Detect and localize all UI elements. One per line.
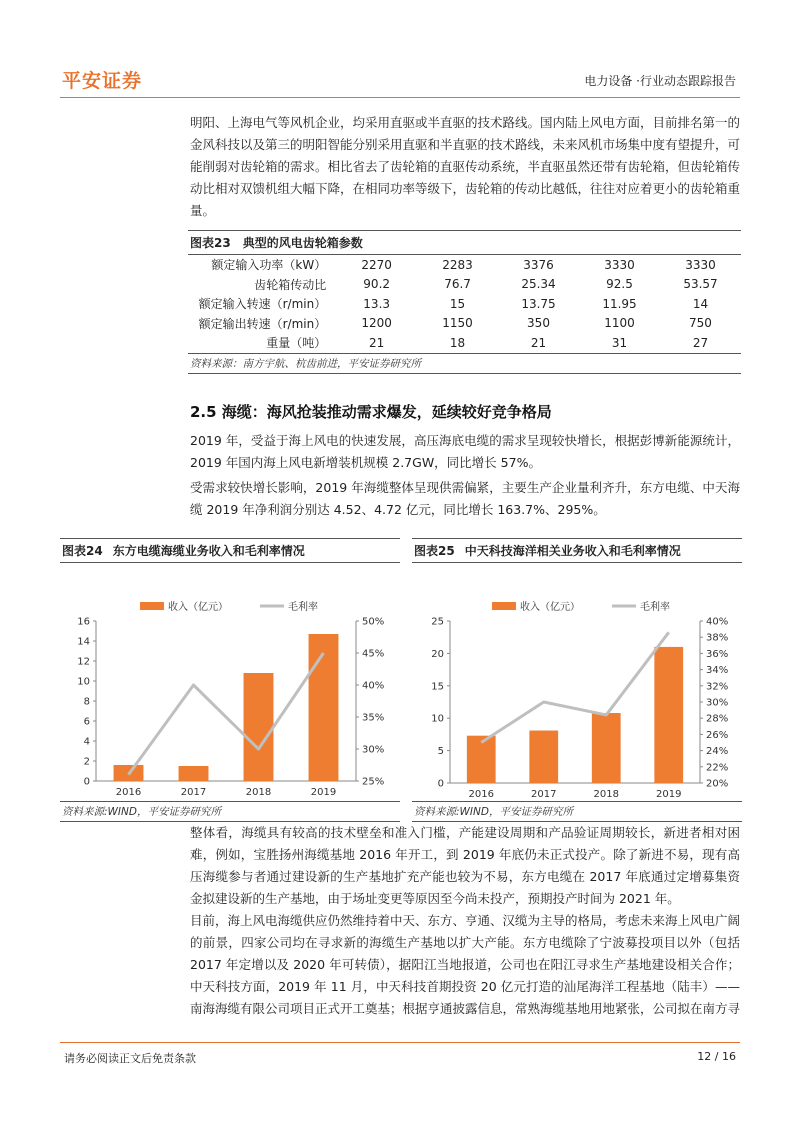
row-label: 重量（吨） [266, 336, 327, 351]
table-cell: 18 [449, 335, 466, 350]
row-label: 额定输入转速（r/min） [198, 297, 327, 312]
y-tick-label: 25 [431, 616, 444, 628]
table-cell: 14 [692, 296, 709, 311]
header-divider [60, 97, 740, 98]
y-tick-label: 0 [83, 776, 90, 788]
table-row [188, 294, 741, 314]
bar-revenue-2017 [179, 766, 209, 781]
y2-tick-label: 22% [706, 762, 729, 774]
y2-tick-label: 38% [706, 632, 729, 644]
table-cell: 3330 [604, 257, 635, 272]
legend-label-margin: 毛利率 [640, 602, 670, 613]
table-cell: 3330 [685, 257, 716, 272]
paragraph-4: 整体看，海缆具有较高的技术壁垒和准入门槛，产能建设周期和产品验证周期较长，新进者相对困难，例如，宝胜扬州海缆基地 2016 年开工，到 2019 年底仍未正式投产。除了新进不易，现有高压海缆参与者通过建设新的生产基地扩充产能也较为不易，东方电缆在 2017 年底通过定增募集资金拟建设新的生产基地，由于场址变更等原因至今尚未投产，预期投产时间为 2021 年。 [190, 825, 740, 906]
bar-revenue-2017 [529, 731, 558, 783]
y2-tick-label: 26% [706, 729, 729, 741]
chart-caption [412, 538, 742, 563]
row-label: 额定输出转速（r/min） [198, 316, 327, 331]
y2-tick-label: 35% [362, 712, 385, 724]
y2-tick-label: 40% [362, 680, 385, 692]
table-cell: 92.5 [606, 277, 633, 292]
y2-tick-label: 24% [706, 746, 729, 758]
y-tick-label: 6 [83, 716, 90, 728]
y2-tick-label: 20% [706, 778, 729, 790]
y2-tick-label: 50% [362, 616, 385, 628]
y2-tick-label: 30% [362, 744, 385, 756]
table-cell: 90.2 [363, 277, 391, 292]
table-cell: 76.7 [444, 277, 471, 292]
y-tick-label: 10 [77, 676, 90, 688]
paragraph-1: 明阳、上海电气等风机企业，均采用直驱或半直驱的技术路线。国内陆上风电方面，目前排名第一的金风科技以及第三的明阳智能分别采用直驱和半直驱的技术路线，未来风机市场集中度有望提升，可能削弱对齿轮箱的需求。相比省去了齿轮箱的直驱传动系统，半直驱虽然还带有齿轮箱，但齿轮箱传动比相对双馈机组大幅下降，在相同功率等级下，齿轮箱的传动比越低，往往对应着更小的齿轮箱重量。 [190, 115, 741, 218]
y-tick-label: 2 [83, 756, 90, 768]
table-row [188, 333, 741, 353]
table-caption [188, 230, 741, 255]
y-tick-label: 0 [437, 778, 444, 790]
bar-revenue-2019 [654, 647, 683, 783]
bar-revenue-2019 [309, 634, 339, 781]
series-line-margin [129, 653, 324, 775]
chart-25 [412, 538, 742, 822]
x-tick-label: 2019 [656, 789, 682, 800]
table-cell: 2283 [442, 257, 473, 272]
x-tick-label: 2017 [180, 787, 207, 798]
bar-revenue-2018 [244, 673, 274, 781]
y2-tick-label: 30% [706, 697, 729, 709]
chart-24 [60, 538, 400, 822]
company-logo: 平安证券 [62, 70, 143, 92]
table-row [188, 314, 741, 334]
page-number: 12 / 16 [697, 1050, 736, 1063]
y-tick-label: 14 [77, 636, 90, 648]
series-line-margin [481, 632, 669, 742]
table-cell: 13.75 [521, 296, 556, 311]
x-tick-label: 2019 [310, 787, 337, 798]
row-label: 额定输入功率（kW） [211, 258, 327, 273]
table-source: 资料来源：南方宇航、杭齿前进，平安证券研究所 [188, 353, 741, 374]
x-tick-label: 2016 [468, 789, 494, 800]
paragraph-2: 2019 年，受益于海上风电的快速发展，高压海底电缆的需求呈现较快增长，根据彭博新能源统计，2019 年国内海上风电新增装机规模 2.7GW，同比增长 57%。 [190, 433, 740, 470]
legend-label-revenue: 收入（亿元） [168, 602, 228, 613]
y2-tick-label: 36% [706, 648, 729, 660]
legend-label-revenue: 收入（亿元） [520, 602, 580, 613]
chart-source: 资料来源:WIND，平安证券研究所 [412, 801, 742, 822]
footer-disclaimer: 请务必阅读正文后免责条款 [64, 1052, 196, 1065]
chart-number: 图表25 [414, 544, 455, 558]
y-tick-label: 4 [83, 736, 90, 748]
y-tick-label: 10 [431, 713, 444, 725]
y2-tick-label: 32% [706, 681, 729, 693]
table-cell: 15 [449, 296, 466, 311]
chart-title: 东方电缆海缆业务收入和毛利率情况 [112, 544, 305, 558]
table-cell: 25.34 [521, 277, 556, 292]
report-type: 电力设备 ·行业动态跟踪报告 [584, 74, 736, 88]
table-cell: 21 [530, 335, 547, 350]
x-tick-label: 2016 [115, 787, 142, 798]
y-tick-label: 8 [83, 696, 90, 708]
x-tick-label: 2018 [245, 787, 272, 798]
y2-tick-label: 45% [362, 648, 385, 660]
x-tick-label: 2018 [593, 789, 619, 800]
table-cell: 2270 [361, 257, 392, 272]
y-tick-label: 5 [437, 746, 444, 758]
table-cell: 750 [689, 316, 712, 331]
chart-24-plot [60, 563, 400, 801]
table-cell: 11.95 [602, 296, 637, 311]
legend-label-margin: 毛利率 [288, 602, 318, 613]
table-cell: 1200 [361, 316, 392, 331]
table-cell: 3376 [523, 257, 554, 272]
footer-divider [60, 1042, 740, 1043]
table-cell: 27 [692, 335, 709, 350]
y-tick-label: 12 [77, 656, 90, 668]
chart-source: 资料来源:WIND，平安证券研究所 [60, 801, 400, 822]
chart-25-plot [412, 563, 742, 801]
y2-tick-label: 40% [706, 616, 729, 628]
table-cell: 53.57 [683, 277, 718, 292]
bar-revenue-2016 [467, 736, 496, 783]
table-cell: 13.3 [363, 296, 391, 311]
section-title: 2.5 海缆：海风抢装推动需求爆发，延续较好竞争格局 [190, 403, 552, 421]
table-cell: 1100 [604, 316, 635, 331]
chart-title: 中天科技海洋相关业务收入和毛利率情况 [464, 544, 681, 558]
chart-caption [60, 538, 400, 563]
table-cell: 1150 [442, 316, 473, 331]
table-cell: 350 [527, 316, 550, 331]
table-row [188, 255, 741, 275]
table-cell: 21 [369, 335, 385, 350]
table-row [188, 275, 741, 295]
chart-number: 图表24 [62, 544, 103, 558]
table-title: 典型的风电齿轮箱参数 [242, 236, 363, 250]
legend-swatch-revenue [492, 602, 516, 610]
table-number: 图表23 [190, 236, 231, 250]
x-tick-label: 2017 [531, 789, 557, 800]
table-23 [188, 230, 741, 374]
y-tick-label: 15 [431, 681, 444, 693]
paragraph-3: 受需求较快增长影响，2019 年海缆整体呈现供需偏紧，主要生产企业量利齐升，东方电缆、中天海缆 2019 年净利润分别达 4.52、4.72 亿元，同比增长 163.7%、295%。 [190, 480, 740, 517]
gearbox-table [188, 255, 741, 353]
paragraph-5: 目前，海上风电海缆供应仍然维持着中天、东方、亨通、汉缆为主导的格局，考虑未来海上风电广阔的前景，四家公司均在寻求新的海缆生产基地以扩大产能。东方电缆除了宁波募投项目以外（包括 2017 年定增以及 2020 年可转债），据阳江当地报道，公司也在阳江寻求生产基地建设相关合作；中天科技方面，2019 年 11 月，中天科技首期投资 20 亿元打造的汕尾海洋工程基地（陆丰）——南海海缆有限公司项目正式开工奠基；根据亨通披露信息，常熟海缆基地用地紧张，公司拟在南方寻 [190, 913, 741, 1016]
y2-tick-label: 34% [706, 665, 729, 677]
y-tick-label: 16 [77, 616, 90, 628]
y2-tick-label: 28% [706, 713, 729, 725]
row-label: 齿轮箱传动比 [254, 277, 327, 292]
y2-tick-label: 25% [362, 776, 385, 788]
y-tick-label: 20 [431, 648, 444, 660]
bar-revenue-2018 [592, 713, 621, 783]
table-cell: 31 [611, 335, 628, 350]
legend-swatch-revenue [140, 602, 164, 610]
